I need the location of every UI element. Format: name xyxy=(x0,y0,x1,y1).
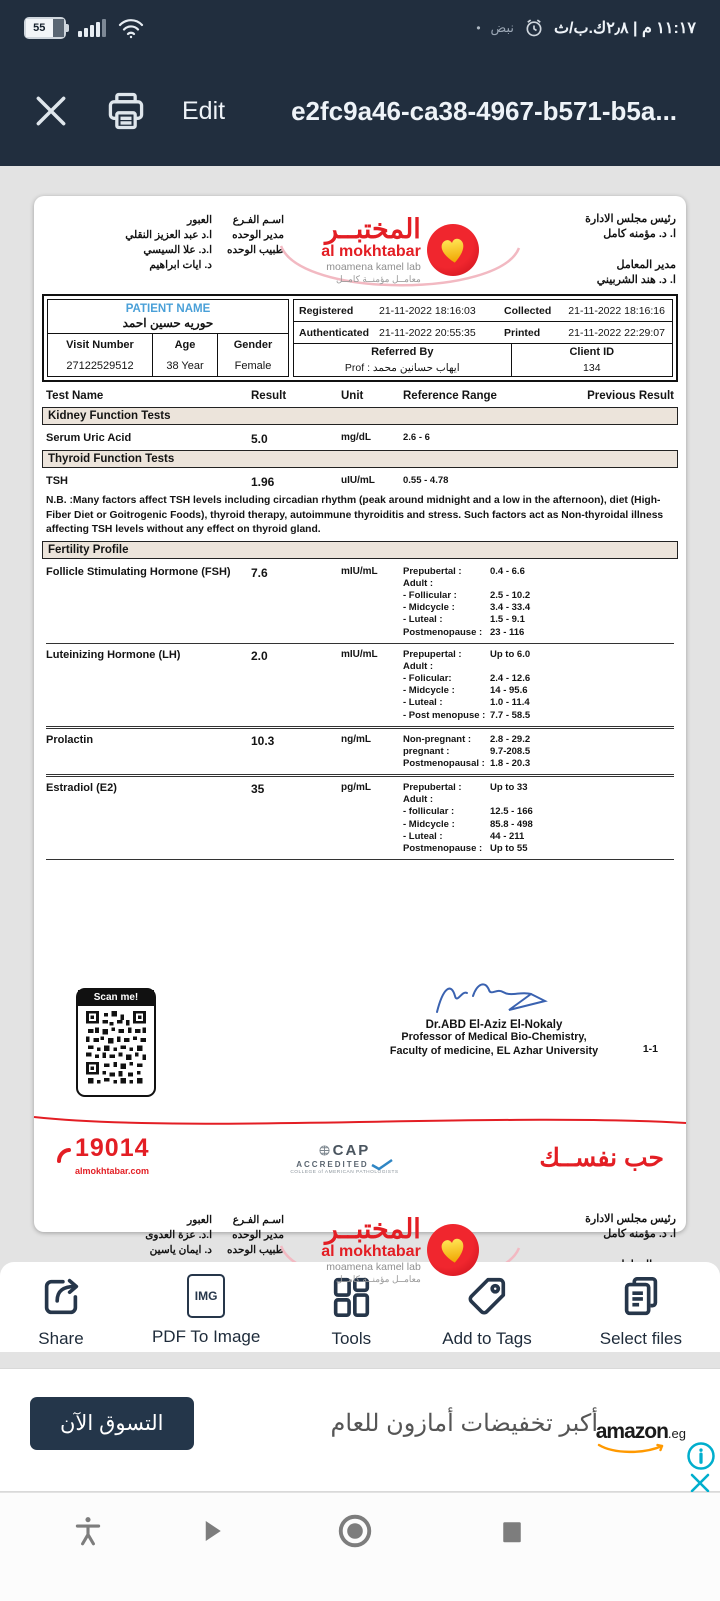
select-files-button[interactable] xyxy=(600,1274,682,1349)
branch-label: اسـم الفـرع xyxy=(232,214,284,226)
chairman-title: رئيس مجلس الادارة xyxy=(585,213,676,225)
share-icon xyxy=(38,1274,84,1320)
gender-value: Female xyxy=(234,359,272,372)
management-info xyxy=(516,208,676,292)
print-icon[interactable] xyxy=(104,89,148,133)
ad-banner[interactable] xyxy=(0,1368,720,1492)
lab-slogan: حب نفســك xyxy=(539,1144,664,1173)
wifi-icon xyxy=(118,17,144,39)
back-triangle-icon xyxy=(197,1516,227,1546)
back-button[interactable] xyxy=(190,1509,234,1553)
visit-number: 27122529512 xyxy=(66,359,134,372)
test-name: Follicle Stimulating Hormone (FSH) xyxy=(46,565,231,578)
unit-manager-label: مدير الوحده xyxy=(232,1229,284,1242)
lab-website: almokhtabar.com xyxy=(75,1166,150,1177)
col-reference-range: Reference Range xyxy=(403,390,497,402)
registered-value: 21-11-2022 18:16:03 xyxy=(379,304,476,317)
home-button[interactable] xyxy=(333,1509,377,1553)
report-header xyxy=(34,196,686,292)
ref-range-block: Prepubertal : Up to 33 Adult : - follicular : 12.5 - 166 - Midcycle : 85.8 - 498 - Luteal : 44 - 211 Postmenopause : Up to 55 xyxy=(403,782,533,854)
test-result: 5.0 xyxy=(251,432,268,446)
img-file-icon: IMG xyxy=(187,1274,225,1318)
doctor-title-1: Professor of Medical Bio-Chemistry, xyxy=(401,1031,587,1044)
heart-logo-icon xyxy=(427,1224,479,1276)
accessibility-icon xyxy=(71,1514,105,1548)
test-result: 1.96 xyxy=(251,475,275,489)
registered-label: Registered xyxy=(299,304,354,317)
test-row-lh xyxy=(34,644,686,723)
section-fertility: Fertility Profile xyxy=(42,541,678,559)
logo-arabic-title: المختبــر xyxy=(325,213,421,244)
pdf-to-image-button[interactable] xyxy=(152,1274,260,1347)
cap-college-text: COLLEGE of AMERICAN PATHOLOGISTS xyxy=(290,1169,399,1175)
test-result: 35 xyxy=(251,782,265,797)
test-name: Luteinizing Hormone (LH) xyxy=(46,648,181,661)
labs-manager-name: ا. د. هند الشربيني xyxy=(596,274,676,286)
client-id-label: Client ID xyxy=(569,346,615,358)
test-row-fsh xyxy=(34,561,686,640)
check-swoosh-icon xyxy=(371,1159,393,1170)
branch-value: العبور xyxy=(187,214,212,226)
pulse-label: نبض xyxy=(490,20,514,35)
notification-dot: • xyxy=(476,21,481,35)
patient-name: حوريه حسين احمد xyxy=(48,315,288,334)
doctor-name: Dr.ABD El-Aziz El-Nokaly xyxy=(425,1019,563,1032)
unit-doctor-value: ا.د. علا السيسي xyxy=(143,244,212,256)
section-thyroid: Thyroid Function Tests xyxy=(42,450,678,468)
document-filename: e2fc9a46-ca38-4967-b571-b5a... xyxy=(291,95,678,126)
col-unit: Unit xyxy=(341,390,364,402)
lab-logo xyxy=(284,208,516,292)
document-page[interactable] xyxy=(34,196,686,1284)
globe-icon xyxy=(319,1145,330,1156)
app-header xyxy=(0,56,720,166)
logo-subtitle-arabic: معامــل مؤمنــة كامــل xyxy=(335,1273,421,1284)
patient-identity xyxy=(47,299,289,377)
ref-range: 0.55 - 4.78 xyxy=(403,475,449,486)
unit-doctor-value: د. ايمان ياسين xyxy=(149,1244,212,1257)
doctor-signoff xyxy=(344,978,658,1058)
unit-doctor-label: طبيب الوحده xyxy=(227,244,284,256)
test-unit: mIU/mL xyxy=(341,648,378,660)
toolbar-label: Select files xyxy=(599,1329,682,1348)
status-time-speed: ١١:١٧ م | ٢٫٨ك.ب/ث xyxy=(553,20,696,37)
hotline-block xyxy=(56,1134,150,1179)
battery-percent: 55 xyxy=(26,19,53,37)
authenticated-label: Authenticated xyxy=(299,326,370,339)
ref-range: 2.6 - 6 xyxy=(403,432,430,443)
logo-subtitle: moamena kamel lab xyxy=(326,1261,421,1274)
test-name: TSH xyxy=(46,475,68,487)
battery-icon xyxy=(24,17,66,39)
footer-red-curve xyxy=(34,1110,686,1134)
unit-manager-value: ا.د عبد العزيز النقلي xyxy=(125,229,212,241)
signal-icon xyxy=(78,19,106,37)
qr-code-block xyxy=(76,988,156,1097)
printed-value: 21-11-2022 22:29:07 xyxy=(568,326,665,339)
labs-manager-title: مدير المعامل xyxy=(616,259,676,271)
age-label: Age xyxy=(174,338,196,351)
signature xyxy=(429,978,559,1022)
test-result: 2.0 xyxy=(251,648,268,663)
system-nav-bar xyxy=(0,1492,720,1601)
patient-info-box xyxy=(42,294,678,382)
accredited-text: ACCREDITED xyxy=(296,1159,369,1169)
adchoices-info-icon[interactable] xyxy=(686,1441,716,1471)
heart-logo-icon xyxy=(427,224,479,276)
toolbar-label: Add to Tags xyxy=(442,1329,532,1348)
ref-range-block: Non-pregnant : 2.8 - 29.2 pregnant : 9.7-208.5 Postmenopausal : 1.8 - 20.3 xyxy=(403,733,531,770)
test-result: 7.6 xyxy=(251,565,268,580)
gender-label: Gender xyxy=(233,338,273,351)
branch-info xyxy=(44,208,284,292)
edit-button[interactable]: Edit xyxy=(182,96,226,125)
toolbar-label: Tools xyxy=(331,1329,372,1348)
logo-arabic-title: المختبــر xyxy=(325,1213,421,1244)
unit-manager-value: ا.د. عزة العدوى xyxy=(145,1229,212,1242)
chairman-name: ا. د. مؤمنه كامل xyxy=(603,228,676,240)
hotline-number: 19014 xyxy=(75,1134,150,1163)
battery-fill xyxy=(53,19,64,37)
logo-subtitle-arabic: معامــل مؤمنــة كامــل xyxy=(335,273,421,284)
age-value: 38 Year xyxy=(166,359,204,372)
test-name: Serum Uric Acid xyxy=(46,432,132,444)
results-table-header xyxy=(34,382,686,404)
amazon-smile-icon xyxy=(596,1443,668,1455)
test-unit: mIU/mL xyxy=(341,565,378,577)
amazon-domain-suffix: .eg xyxy=(667,1426,686,1441)
test-unit: mg/dL xyxy=(341,432,371,443)
recents-button[interactable] xyxy=(490,1509,534,1553)
home-circle-icon xyxy=(337,1513,373,1549)
page-indicator: 1-1 xyxy=(642,1043,658,1056)
report-footer-area xyxy=(34,860,686,1284)
collected-value: 21-11-2022 18:16:16 xyxy=(568,304,665,317)
qr-code xyxy=(86,1011,146,1089)
test-unit: pg/mL xyxy=(341,782,371,794)
logo-latin-title: al mokhtabar xyxy=(321,242,421,260)
printed-label: Printed xyxy=(504,326,541,339)
unit-doctor2-value: د. ايات ابراهيم xyxy=(149,259,212,271)
accessibility-button[interactable] xyxy=(66,1509,110,1553)
phone-icon xyxy=(56,1147,72,1169)
tsh-note: N.B. :Many factors affect TSH levels including circadian rhythm (peak around midnight and a low in the afternoon), diet (High-Fiber Diet or Goitrogenic Foods), thyroid therapy, autoimmune thyroiditis and stress. Such factors act as Non-thyroidal illness affecting TSH levels without any effect on thyroid gland. xyxy=(46,495,664,536)
ref-range-block: Prepubertal : 0.4 - 6.6 Adult : - Follicular : 2.5 - 10.2 - Midcycle : 3.4 - 33.4 - Luteal : 1.5 - 9.1 Postmenopause : 23 - 116 xyxy=(403,565,531,638)
doctor-title-2: Faculty of medicine, EL Azhar University xyxy=(389,1044,599,1057)
qr-scan-label: Scan me! xyxy=(78,990,154,1006)
test-row-uric-acid xyxy=(34,427,686,447)
col-test-name: Test Name xyxy=(46,390,104,402)
files-icon xyxy=(618,1274,664,1320)
status-right-group xyxy=(476,18,696,38)
test-row-estradiol xyxy=(34,777,686,856)
toolbar-label: PDF To Image xyxy=(151,1327,261,1346)
amazon-logo[interactable] xyxy=(596,1421,686,1455)
visit-number-label: Visit Number xyxy=(66,338,134,351)
unit-doctor-label: طبيب الوحده xyxy=(227,1244,284,1257)
test-result: 10.3 xyxy=(251,733,275,748)
test-row-tsh xyxy=(34,470,686,490)
patient-name-label: PATIENT NAME xyxy=(125,303,211,315)
viewer-background xyxy=(0,166,720,1284)
chairman-name: ا. د. مؤمنه كامل xyxy=(603,1228,676,1241)
logo-latin-title: al mokhtabar xyxy=(321,1242,421,1260)
logo-subtitle: moamena kamel lab xyxy=(326,261,421,273)
ref-range-block: Prepupertal : Up to 6.0 Adult : - Folicular: 2.4 - 12.6 - Midcycle : 14 - 95.6 - Luteal : 1.0 - 11.4 - Post menopuse : 7.7 - 58.5 xyxy=(403,648,531,721)
test-unit: ng/mL xyxy=(341,733,371,745)
visit-timestamps xyxy=(293,299,673,377)
close-icon[interactable] xyxy=(32,92,70,130)
share-button[interactable] xyxy=(38,1274,84,1349)
authenticated-value: 21-11-2022 20:55:35 xyxy=(379,326,476,339)
chairman-title: رئيس مجلس الادارة xyxy=(585,1213,676,1226)
branch-label: اسـم الفـرع xyxy=(232,1214,284,1227)
status-bar xyxy=(0,0,720,56)
ad-cta-button[interactable]: التسوق الآن xyxy=(30,1397,194,1450)
col-result: Result xyxy=(251,390,287,402)
test-name: Prolactin xyxy=(46,733,94,746)
collected-label: Collected xyxy=(504,304,552,317)
unit-manager-label: مدير الوحده xyxy=(232,229,284,241)
referred-by-label: Referred By xyxy=(371,346,434,358)
amazon-wordmark: amazon xyxy=(595,1420,668,1443)
test-unit: uIU/mL xyxy=(341,475,375,486)
recents-square-icon xyxy=(497,1516,527,1546)
client-id-value: 134 xyxy=(583,362,601,374)
referred-by-value: Prof : ايهاب حسانين محمد xyxy=(344,362,460,374)
branch-value: العبور xyxy=(187,1214,212,1227)
test-name: Estradiol (E2) xyxy=(46,782,117,795)
col-previous-result: Previous Result xyxy=(587,390,674,402)
cap-accredited-logo xyxy=(290,1142,398,1175)
section-kidney: Kidney Function Tests xyxy=(42,407,678,425)
status-left-icons xyxy=(24,17,144,39)
alarm-icon xyxy=(524,18,544,38)
cap-text: CAP xyxy=(332,1141,371,1159)
test-row-prolactin xyxy=(34,729,686,771)
ad-text[interactable]: أكبر تخفيضات أمازون للعام xyxy=(330,1410,598,1437)
report-footer xyxy=(34,1136,686,1180)
toolbar-label: Share xyxy=(38,1329,84,1348)
